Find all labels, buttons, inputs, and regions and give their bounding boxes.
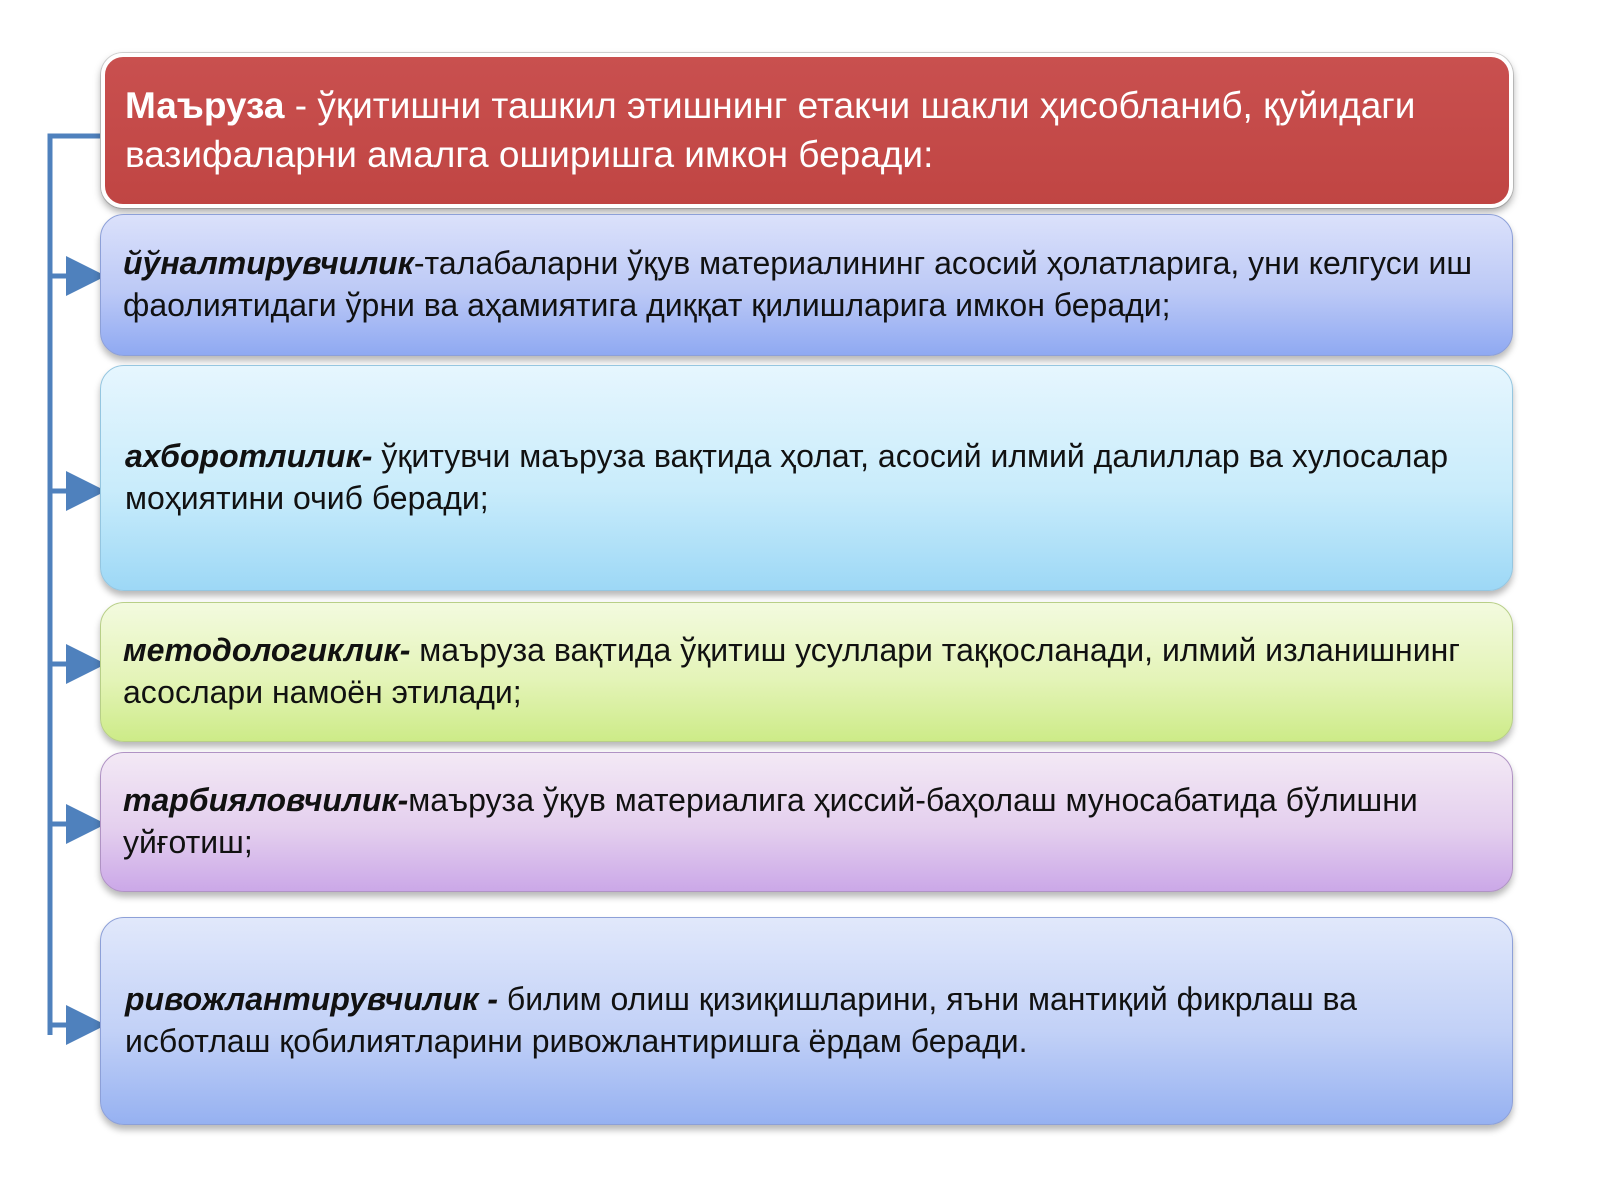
- function-term: ахборотлилик-: [125, 438, 373, 475]
- header-box: [101, 53, 1513, 208]
- function-box-educational: [100, 752, 1513, 892]
- function-text: [123, 780, 1472, 863]
- function-description: ўқитувчи маъруза вақтида ҳолат, асосий илмий далиллар ва хулосалар моҳиятини очиб беради;: [125, 438, 1449, 516]
- function-box-informative: [100, 365, 1513, 591]
- function-text: [125, 979, 1472, 1062]
- function-description: -талабаларни ўқув материалининг асосий ҳолатларига, уни келгуси иш фаолиятидаги ўрни ва аҳамиятига диққат қилишларига имкон беради;: [123, 245, 1472, 323]
- function-term: йўналтирувчилик: [123, 245, 414, 282]
- function-description: билим олиш қизиқишларини, яъни мантиқий фикрлаш ва исботлаш қобилиятларини ривожлантиришга ёрдам беради.: [125, 981, 1357, 1059]
- header-description: - ўқитишни ташкил этишнинг етакчи шакли ҳисобланиб, қуйидаги вазифаларни амалга оширишга имкон беради:: [125, 85, 1416, 175]
- function-term: тарбияловчилик-: [123, 782, 409, 819]
- function-term: методологиклик-: [123, 632, 411, 669]
- function-box-developmental: [100, 917, 1513, 1125]
- function-text: [123, 243, 1472, 326]
- header-term: Маъруза: [125, 85, 285, 127]
- function-box-methodological: [100, 602, 1513, 742]
- function-description: маъруза вақтида ўқитиш усуллари таққосланади, илмий изланишнинг асослари намоён этилади;: [123, 632, 1460, 710]
- connector-trunk: [50, 136, 100, 1035]
- function-term: ривожлантирувчилик -: [125, 981, 499, 1018]
- header-text: [125, 82, 1479, 178]
- function-text: [125, 436, 1472, 519]
- function-box-guiding: [100, 214, 1513, 356]
- function-text: [123, 630, 1472, 713]
- function-description: маъруза ўқув материалига ҳиссий-баҳолаш муносабатида бўлишни уйғотиш;: [123, 782, 1418, 860]
